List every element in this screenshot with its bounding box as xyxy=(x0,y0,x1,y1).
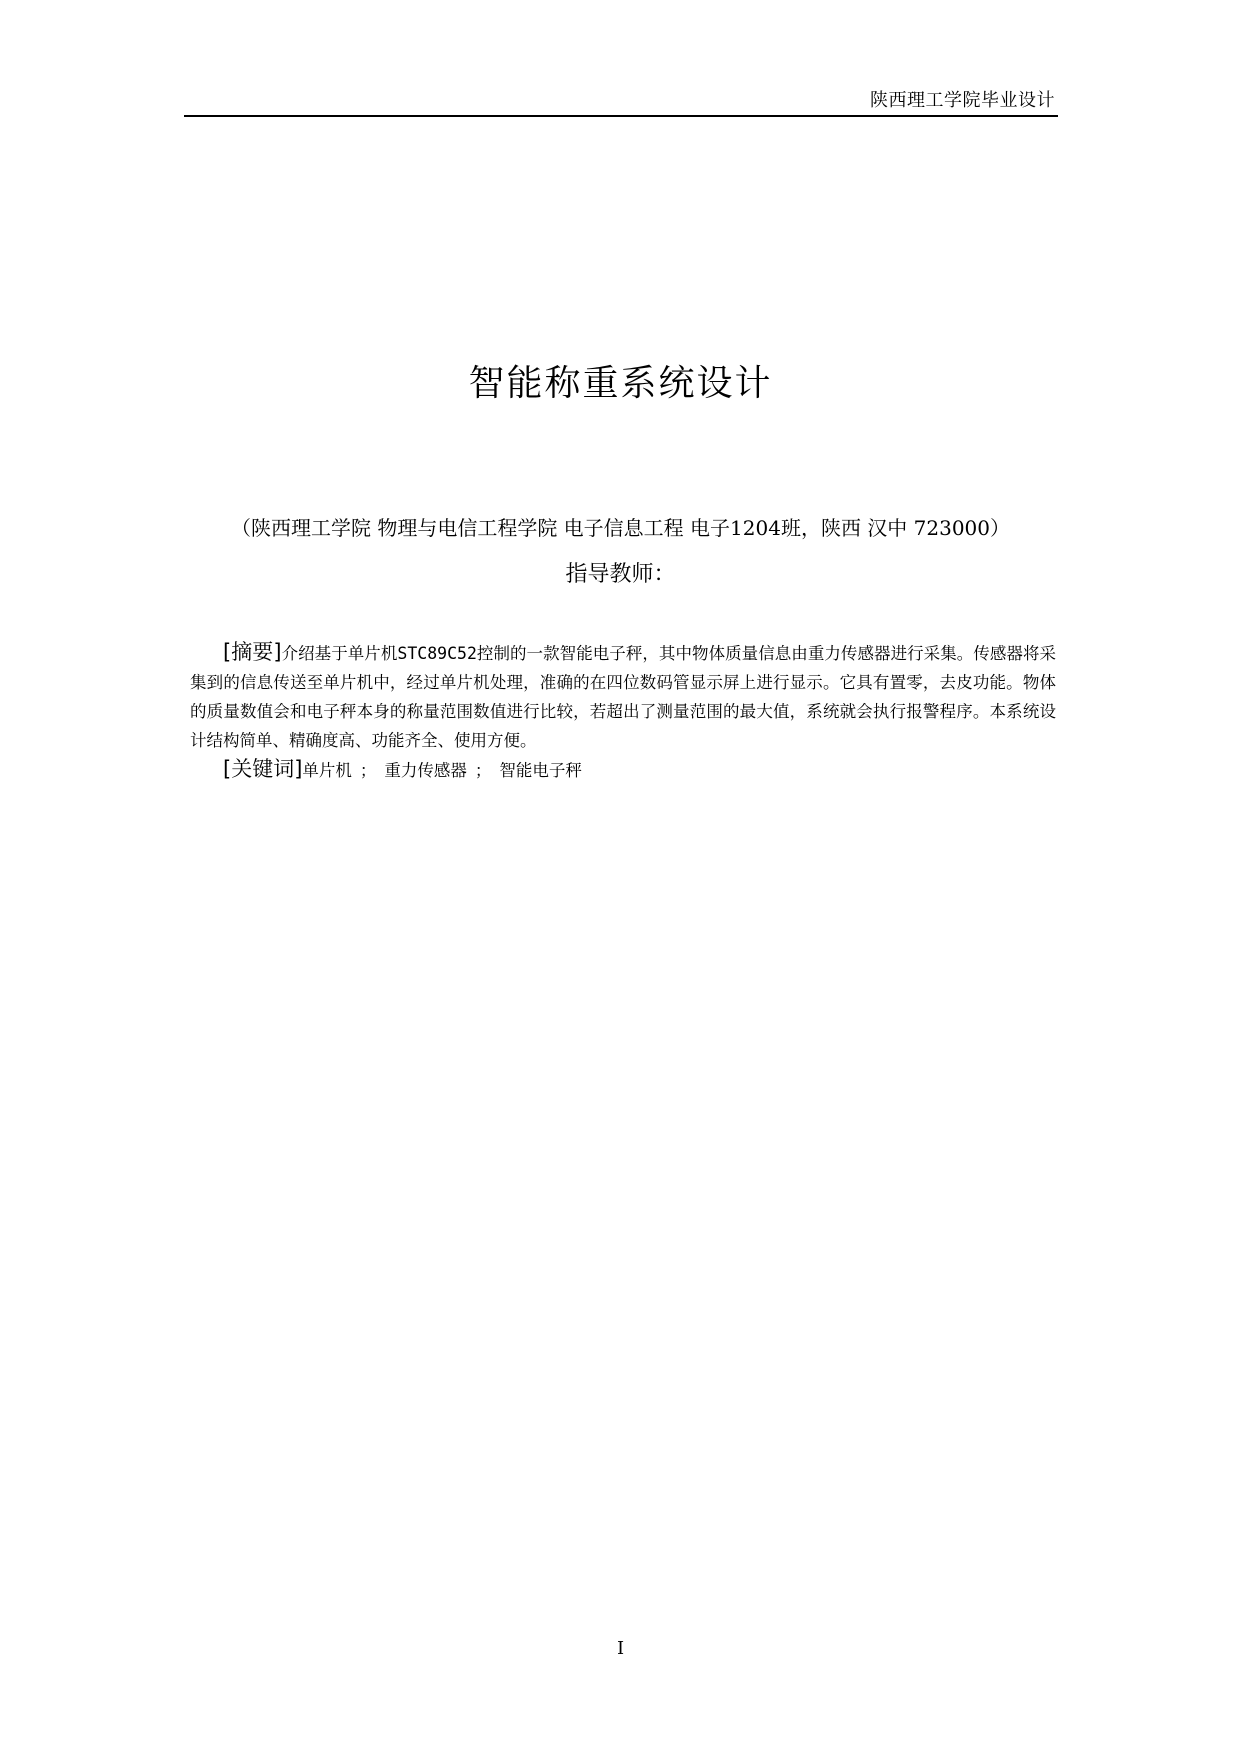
header-rule xyxy=(184,115,1058,117)
author-affiliation: （陕西理工学院 物理与电信工程学院 电子信息工程 电子1204班，陕西 汉中 723000） xyxy=(230,516,1011,540)
abstract-text: 介绍基于单片机STC89C52控制的一款智能电子秤，其中物体质量信息由重力传感器进行采集。传感器将采集到的信息传送至单片机中，经过单片机处理，准确的在四位数码管显示屏上进行显示。它具有置零，去皮功能。物体的质量数值会和电子秤本身的称量范围数值进行比较，若超出了测量范围的最大值，系统就会执行报警程序。本系统设计结构简单、精确度高、功能齐全、使用方便。 xyxy=(190,644,1056,750)
keyword-item: 重力传感器 xyxy=(384,761,467,780)
keyword-item: 智能电子秤 xyxy=(499,761,582,780)
page-number: I xyxy=(616,1638,625,1659)
keyword-item: 单片机 xyxy=(302,761,352,780)
document-title: 智能称重系统设计 xyxy=(468,363,773,404)
keyword-separator: ； xyxy=(474,761,492,780)
abstract-label: [摘要] xyxy=(223,640,282,664)
keyword-separator: ； xyxy=(359,761,377,780)
keywords-label: [关键词] xyxy=(223,757,303,781)
abstract-paragraph xyxy=(190,638,1056,755)
keywords-paragraph xyxy=(190,755,1056,785)
advisor-label: 指导教师： xyxy=(565,562,676,587)
running-header: 陕西理工学院毕业设计 xyxy=(870,90,1055,111)
abstract-section xyxy=(190,638,1056,785)
